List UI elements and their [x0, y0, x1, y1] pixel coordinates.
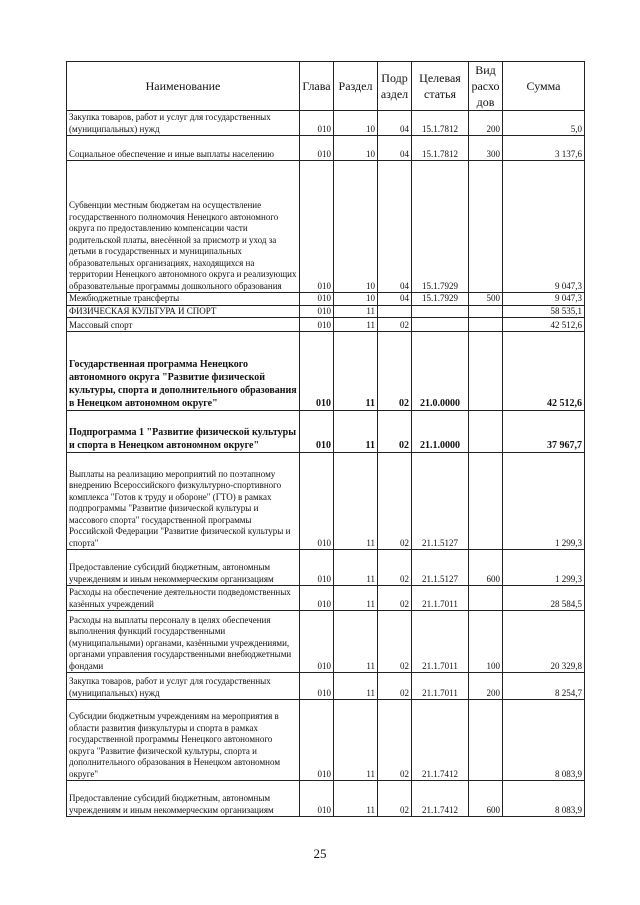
row-target-article: 21.0.0000: [412, 332, 469, 411]
row-section: 11: [334, 700, 378, 781]
row-chapter: 010: [300, 611, 334, 673]
row-name: Расходы на обеспечение деятельности подведомственных казённых учреждений: [67, 586, 300, 611]
row-sum: 20 329,8: [503, 611, 585, 673]
row-section: 11: [334, 305, 378, 318]
row-expense-kind: 500: [469, 293, 503, 306]
table-row: [67, 293, 585, 306]
row-expense-kind: [469, 332, 503, 411]
header-expense-kind: Вид расхо дов: [469, 62, 503, 111]
row-expense-kind: [469, 700, 503, 781]
row-chapter: 010: [300, 305, 334, 318]
row-sum: 58 535,1: [503, 305, 585, 318]
row-name: ФИЗИЧЕСКАЯ КУЛЬТУРА И СПОРТ: [67, 305, 300, 318]
table-row: [67, 700, 585, 781]
row-chapter: 010: [300, 136, 334, 161]
table-row: [67, 111, 585, 136]
row-subsection: 04: [378, 293, 412, 306]
row-section: 11: [334, 453, 378, 550]
row-expense-kind: 300: [469, 136, 503, 161]
row-chapter: 010: [300, 161, 334, 293]
row-subsection: 02: [378, 411, 412, 453]
budget-table: [66, 61, 585, 817]
row-chapter: 010: [300, 111, 334, 136]
row-name: Закупка товаров, работ и услуг для государственных (муниципальных) нужд: [67, 673, 300, 700]
row-section: 10: [334, 293, 378, 306]
row-target-article: 15.1.7929: [412, 161, 469, 293]
row-expense-kind: 200: [469, 111, 503, 136]
row-chapter: 010: [300, 293, 334, 306]
row-chapter: 010: [300, 586, 334, 611]
row-chapter: 010: [300, 673, 334, 700]
row-name: Государственная программа Ненецкого автономного округа "Развитие физической культуры, спорта и дополнительного образования в Ненецком автономном округе": [67, 332, 300, 411]
row-expense-kind: [469, 318, 503, 332]
row-section: 11: [334, 611, 378, 673]
table-row: [67, 411, 585, 453]
row-target-article: 21.1.7412: [412, 781, 469, 817]
row-sum: 1 299,3: [503, 453, 585, 550]
row-section: 10: [334, 111, 378, 136]
row-section: 11: [334, 318, 378, 332]
row-subsection: 02: [378, 700, 412, 781]
table-row: [67, 781, 585, 817]
row-target-article: 21.1.7011: [412, 673, 469, 700]
row-subsection: 02: [378, 611, 412, 673]
row-subsection: 04: [378, 136, 412, 161]
header-sum: Сумма: [503, 62, 585, 111]
row-expense-kind: 200: [469, 673, 503, 700]
row-section: 11: [334, 673, 378, 700]
row-name: Предоставление субсидий бюджетным, автономным учреждениям и иным некоммерческим организациям: [67, 781, 300, 817]
table-row: [67, 318, 585, 332]
row-expense-kind: [469, 305, 503, 318]
row-section: 11: [334, 550, 378, 586]
row-target-article: 21.1.5127: [412, 453, 469, 550]
table-row: [67, 550, 585, 586]
row-subsection: 04: [378, 161, 412, 293]
row-subsection: 02: [378, 550, 412, 586]
row-chapter: 010: [300, 318, 334, 332]
page-number: 25: [313, 846, 327, 861]
table-row: [67, 136, 585, 161]
row-sum: 42 512,6: [503, 318, 585, 332]
row-expense-kind: [469, 453, 503, 550]
table-row: [67, 161, 585, 293]
table-header-row: [67, 62, 585, 111]
row-chapter: 010: [300, 332, 334, 411]
row-sum: 3 137,6: [503, 136, 585, 161]
row-subsection: 02: [378, 332, 412, 411]
row-section: 11: [334, 332, 378, 411]
row-sum: 9 047,3: [503, 293, 585, 306]
row-target-article: 21.1.7011: [412, 586, 469, 611]
row-section: 11: [334, 586, 378, 611]
row-sum: 8 254,7: [503, 673, 585, 700]
row-subsection: 02: [378, 586, 412, 611]
row-name: Массовый спорт: [67, 318, 300, 332]
row-subsection: 02: [378, 673, 412, 700]
table-row: [67, 453, 585, 550]
row-expense-kind: [469, 411, 503, 453]
row-target-article: 15.1.7812: [412, 111, 469, 136]
row-target-article: 21.1.7011: [412, 611, 469, 673]
row-section: 10: [334, 136, 378, 161]
row-section: 11: [334, 781, 378, 817]
row-name: Субвенции местным бюджетам на осуществление государственного полномочия Ненецкого автономного округа по предоставлению компенсации части родительской платы, внесённой за присмотр и уход за детьми в государственных и муниципальных образовательных организациях, находящихся на территории Ненецкого автономного округа и реализующих образовательные программы дошкольного образования: [67, 161, 300, 293]
row-sum: 37 967,7: [503, 411, 585, 453]
row-sum: 42 512,6: [503, 332, 585, 411]
row-subsection: 02: [378, 453, 412, 550]
row-target-article: 21.1.0000: [412, 411, 469, 453]
row-chapter: 010: [300, 411, 334, 453]
header-name: Наименование: [67, 62, 300, 111]
table-row: [67, 673, 585, 700]
row-name: Подпрограмма 1 "Развитие физической культуры и спорта в Ненецком автономном округе": [67, 411, 300, 453]
row-chapter: 010: [300, 781, 334, 817]
row-expense-kind: 600: [469, 550, 503, 586]
row-expense-kind: [469, 586, 503, 611]
row-name: Выплаты на реализацию мероприятий по поэтапному внедрению Всероссийского физкультурно-спортивного комплекса "Готов к труду и обороне" (ГТО) в рамках подпрограммы "Развитие физической культуры и массового спорта" государственной программы Российской Федерации "Развитие физической культуры и спорта": [67, 453, 300, 550]
row-expense-kind: [469, 161, 503, 293]
row-sum: 5,0: [503, 111, 585, 136]
row-sum: 8 083,9: [503, 781, 585, 817]
table-row: [67, 332, 585, 411]
row-target-article: 15.1.7812: [412, 136, 469, 161]
row-subsection: 04: [378, 111, 412, 136]
row-name: Предоставление субсидий бюджетным, автономным учреждениям и иным некоммерческим организациям: [67, 550, 300, 586]
header-target-article: Целевая статья: [412, 62, 469, 111]
table-row: [67, 611, 585, 673]
row-chapter: 010: [300, 700, 334, 781]
row-target-article: 21.1.7412: [412, 700, 469, 781]
row-subsection: 02: [378, 781, 412, 817]
row-target-article: [412, 305, 469, 318]
row-section: 10: [334, 161, 378, 293]
row-subsection: 02: [378, 318, 412, 332]
table-row: [67, 305, 585, 318]
row-sum: 8 083,9: [503, 700, 585, 781]
header-subsection: Подр аздел: [378, 62, 412, 111]
row-sum: 28 584,5: [503, 586, 585, 611]
row-section: 11: [334, 411, 378, 453]
row-subsection: [378, 305, 412, 318]
row-name: Закупка товаров, работ и услуг для государственных (муниципальных) нужд: [67, 111, 300, 136]
row-name: Расходы на выплаты персоналу в целях обеспечения выполнения функций государственными (муниципальными) органами, казёнными учреждениями, органами управления государственными внебюджетными фондами: [67, 611, 300, 673]
row-target-article: 15.1.7929: [412, 293, 469, 306]
row-name: Социальное обеспечение и иные выплаты населению: [67, 136, 300, 161]
header-chapter: Глава: [300, 62, 334, 111]
row-chapter: 010: [300, 453, 334, 550]
row-expense-kind: 100: [469, 611, 503, 673]
row-target-article: [412, 318, 469, 332]
row-sum: 1 299,3: [503, 550, 585, 586]
row-chapter: 010: [300, 550, 334, 586]
row-sum: 9 047,3: [503, 161, 585, 293]
table-row: [67, 586, 585, 611]
header-section: Раздел: [334, 62, 378, 111]
row-expense-kind: 600: [469, 781, 503, 817]
row-name: Субсидии бюджетным учреждениям на мероприятия в области развития физкультуры и спорта в рамках государственной программы Ненецкого автономного округа "Развитие физической культуры, спорта и дополнительного образования в Ненецком автономном округе": [67, 700, 300, 781]
row-target-article: 21.1.5127: [412, 550, 469, 586]
row-name: Межбюджетные трансферты: [67, 293, 300, 306]
